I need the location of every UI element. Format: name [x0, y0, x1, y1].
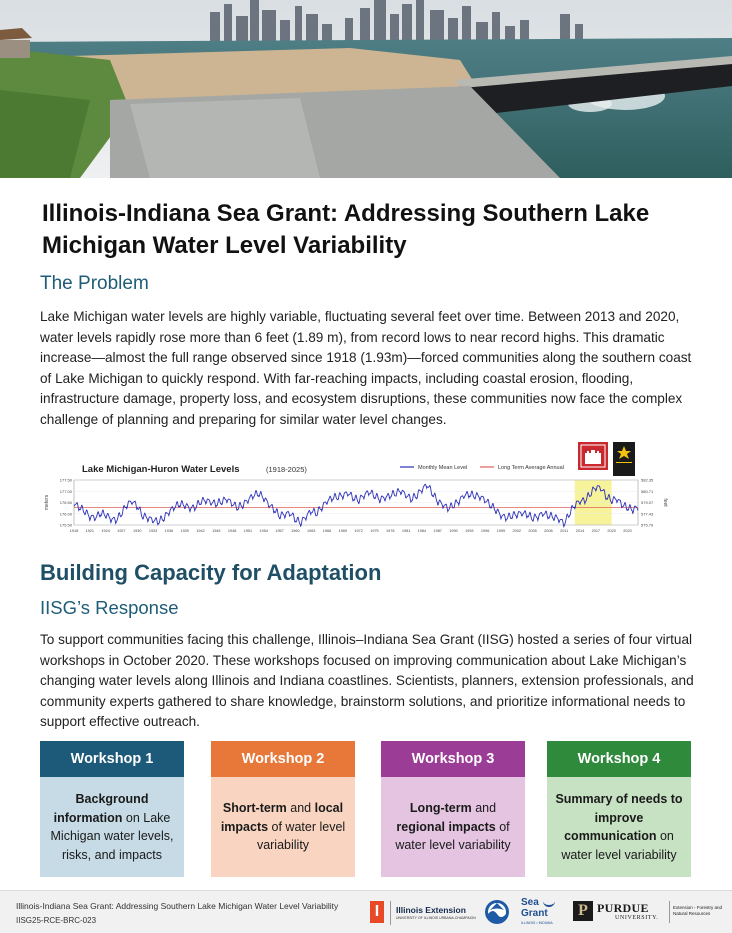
water-level-chart-svg	[40, 440, 700, 540]
y-tick-label-left: 175.50	[59, 522, 72, 528]
y-tick-label-left: 177.00	[59, 488, 72, 494]
workshop-header: Workshop 2	[211, 741, 355, 777]
workshop-emphasis: regional impacts	[396, 819, 496, 834]
water-level-chart	[40, 440, 700, 540]
workshop-text: of water level variability	[395, 819, 511, 853]
x-tick-label: 1996	[480, 529, 490, 533]
usace-castle-logo	[578, 442, 608, 470]
workshop-emphasis: local impacts	[220, 801, 344, 834]
x-tick-label: 2020	[607, 529, 616, 533]
workshop-emphasis: Background information	[53, 792, 149, 825]
sea-grant-sub: ILLINOIS • INDIANA	[521, 921, 553, 925]
x-tick-label: 2008	[544, 529, 553, 533]
purdue-university: UNIVERSITY.	[615, 915, 659, 921]
workshop-header: Workshop 3	[381, 741, 525, 777]
x-tick-label: 1963	[306, 529, 316, 533]
response-paragraph: To support communities facing this challenge, Illinois–Indiana Sea Grant (IISG) hosted a series of four virtual workshops in October 2020. These workshops focused on improving communication about Lake Michigan’s changing water levels along Illinois and Indiana coastlines. Scientists, planners, extension professionals, and community experts gathered to share knowledge, brainstorm solutions, and prioritize informational needs to support effective outreach.	[40, 632, 694, 729]
x-tick-label: 1951	[243, 529, 253, 533]
x-tick-label: 1960	[291, 529, 300, 533]
purdue-wordmark: PURDUE	[597, 901, 649, 915]
workshop-header: Workshop 4	[547, 741, 691, 777]
workshop-description-text	[48, 790, 176, 864]
workshop-card-1	[40, 741, 184, 877]
x-tick-label: 1930	[133, 529, 142, 533]
document-title: Illinois-Indiana Sea Grant: Addressing Southern Lake Michigan Water Level Variability	[42, 200, 650, 259]
workshop-description	[547, 777, 691, 877]
y-tick-label-left: 177.50	[59, 477, 72, 483]
x-tick-label: 1924	[101, 529, 110, 533]
x-tick-label: 1966	[322, 529, 332, 533]
y-tick-label-right: 580.71	[641, 488, 654, 494]
workshop-emphasis: Short-term	[222, 801, 287, 816]
footer-title: Illinois-Indiana Sea Grant: Addressing Southern Lake Michigan Water Level Variability	[16, 901, 339, 911]
y-tick-label-right: 582.35	[641, 477, 654, 483]
workshop-description-text	[389, 799, 517, 855]
purdue-p-icon: P	[573, 901, 593, 921]
workshop-card-2	[211, 741, 355, 877]
legend-monthly: Monthly Mean Level	[418, 465, 468, 471]
x-tick-label: 1969	[338, 529, 348, 533]
workshop-description-text	[219, 799, 347, 855]
x-tick-label: 1993	[465, 529, 474, 533]
monthly-mean-level-line	[74, 484, 638, 526]
hero-photo	[0, 0, 732, 178]
sea-grant-wave-icon	[543, 899, 555, 907]
x-tick-label: 1957	[275, 529, 284, 533]
purdue-department: Extension - Forestry and Natural Resources	[673, 905, 723, 916]
x-tick-label: 1990	[449, 529, 458, 533]
purdue-logo	[573, 899, 723, 927]
workshop-header: Workshop 1	[40, 741, 184, 777]
x-tick-label: 1927	[117, 529, 126, 533]
x-tick-label: 1984	[417, 529, 427, 533]
section-heading-problem: The Problem	[40, 273, 149, 294]
y-tick-label-right: 575.79	[641, 522, 654, 528]
x-tick-label: 1972	[354, 529, 363, 533]
workshop-description	[381, 777, 525, 877]
y-axis-label-right: feet	[662, 498, 668, 507]
workshop-text: and	[286, 801, 315, 816]
x-tick-label: 1954	[259, 529, 268, 533]
x-tick-label: 1921	[85, 529, 95, 533]
x-tick-label: 1939	[180, 529, 189, 533]
sea-grant-grant: Grant	[521, 908, 548, 919]
y-axis-label-left: meters	[44, 494, 50, 511]
legend-average: Long Term Average Annual	[498, 465, 564, 471]
workshop-text: on Lake Michigan water levels, risks, and impacts	[50, 810, 174, 862]
chart-title-suffix: (1918-2025)	[266, 465, 307, 474]
illinois-extension-logo	[370, 899, 480, 927]
workshop-card-3	[381, 741, 525, 877]
chart-title: Lake Michigan-Huron Water Levels	[82, 464, 240, 475]
illinois-extension-name: Illinois Extension	[396, 905, 466, 915]
section-subheading-response: IISG’s Response	[40, 597, 179, 618]
noaa-logo	[484, 899, 510, 925]
us-army-star-logo	[613, 442, 635, 476]
footer	[0, 890, 732, 933]
x-tick-label: 1999	[496, 529, 506, 533]
workshop-text: on water level variability	[561, 829, 677, 862]
x-tick-label: 1945	[212, 529, 221, 533]
problem-paragraph: Lake Michigan water levels are highly variable, fluctuating several feet over time. Between 2013 and 2020, water levels rapidly rose more than 6 feet (1.89 m), from record lows to near record highs. This dramatic increase—almost the full range observed since 1918 (1.93m)—forced communities along the southern coast of Lake Michigan to quickly respond. With far-reaching impacts, including coastal erosion, flooding, infrastructure damage, property loss, and ecosystem disruptions, these communities now face the complex challenge of planning and preparing for similar water level changes.	[40, 309, 692, 427]
workshop-text: of water level variability	[256, 819, 346, 853]
x-tick-label: 1948	[227, 529, 237, 533]
workshop-emphasis: Summary of needs to improve communication	[555, 792, 683, 843]
workshop-emphasis: Long-term	[409, 801, 472, 816]
x-tick-label: 2014	[575, 529, 585, 533]
x-tick-label: 2023	[623, 529, 632, 533]
workshop-text: and	[471, 801, 497, 816]
x-tick-label: 1918	[69, 529, 79, 533]
workshop-card-4	[547, 741, 691, 877]
x-tick-label: 1975	[370, 529, 379, 533]
y-tick-label-left: 176.00	[59, 511, 72, 517]
sea-grant-sea: Sea	[521, 897, 539, 908]
illinois-extension-divider	[390, 901, 391, 925]
illinois-extension-sub: UNIVERSITY OF ILLINOIS URBANA-CHAMPAIGN	[396, 916, 476, 920]
x-tick-label: 2002	[512, 529, 521, 533]
footer-code: IISG25-RCE-BRC-023	[16, 916, 97, 925]
x-tick-label: 1978	[386, 529, 395, 533]
x-tick-label: 1987	[433, 529, 442, 533]
illinois-i-icon: I	[370, 901, 384, 923]
workshop-description	[211, 777, 355, 877]
section-heading-building-capacity: Building Capacity for Adaptation	[40, 560, 382, 585]
x-tick-label: 1981	[401, 529, 411, 533]
noaa-globe-icon	[484, 899, 510, 925]
x-tick-label: 2017	[591, 529, 601, 533]
y-tick-label-left: 176.50	[59, 500, 72, 505]
x-tick-label: 1933	[148, 529, 158, 533]
y-tick-label-right: 577.43	[641, 511, 654, 517]
workshop-description	[40, 777, 184, 877]
x-tick-label: 1942	[196, 529, 205, 533]
y-tick-label-right: 579.07	[641, 500, 654, 505]
x-tick-label: 1936	[164, 529, 174, 533]
x-tick-label: 2011	[560, 529, 569, 533]
workshop-description-text	[555, 790, 683, 864]
sea-grant-logo	[521, 897, 569, 929]
x-tick-label: 2005	[528, 529, 537, 533]
purdue-divider	[669, 901, 670, 923]
